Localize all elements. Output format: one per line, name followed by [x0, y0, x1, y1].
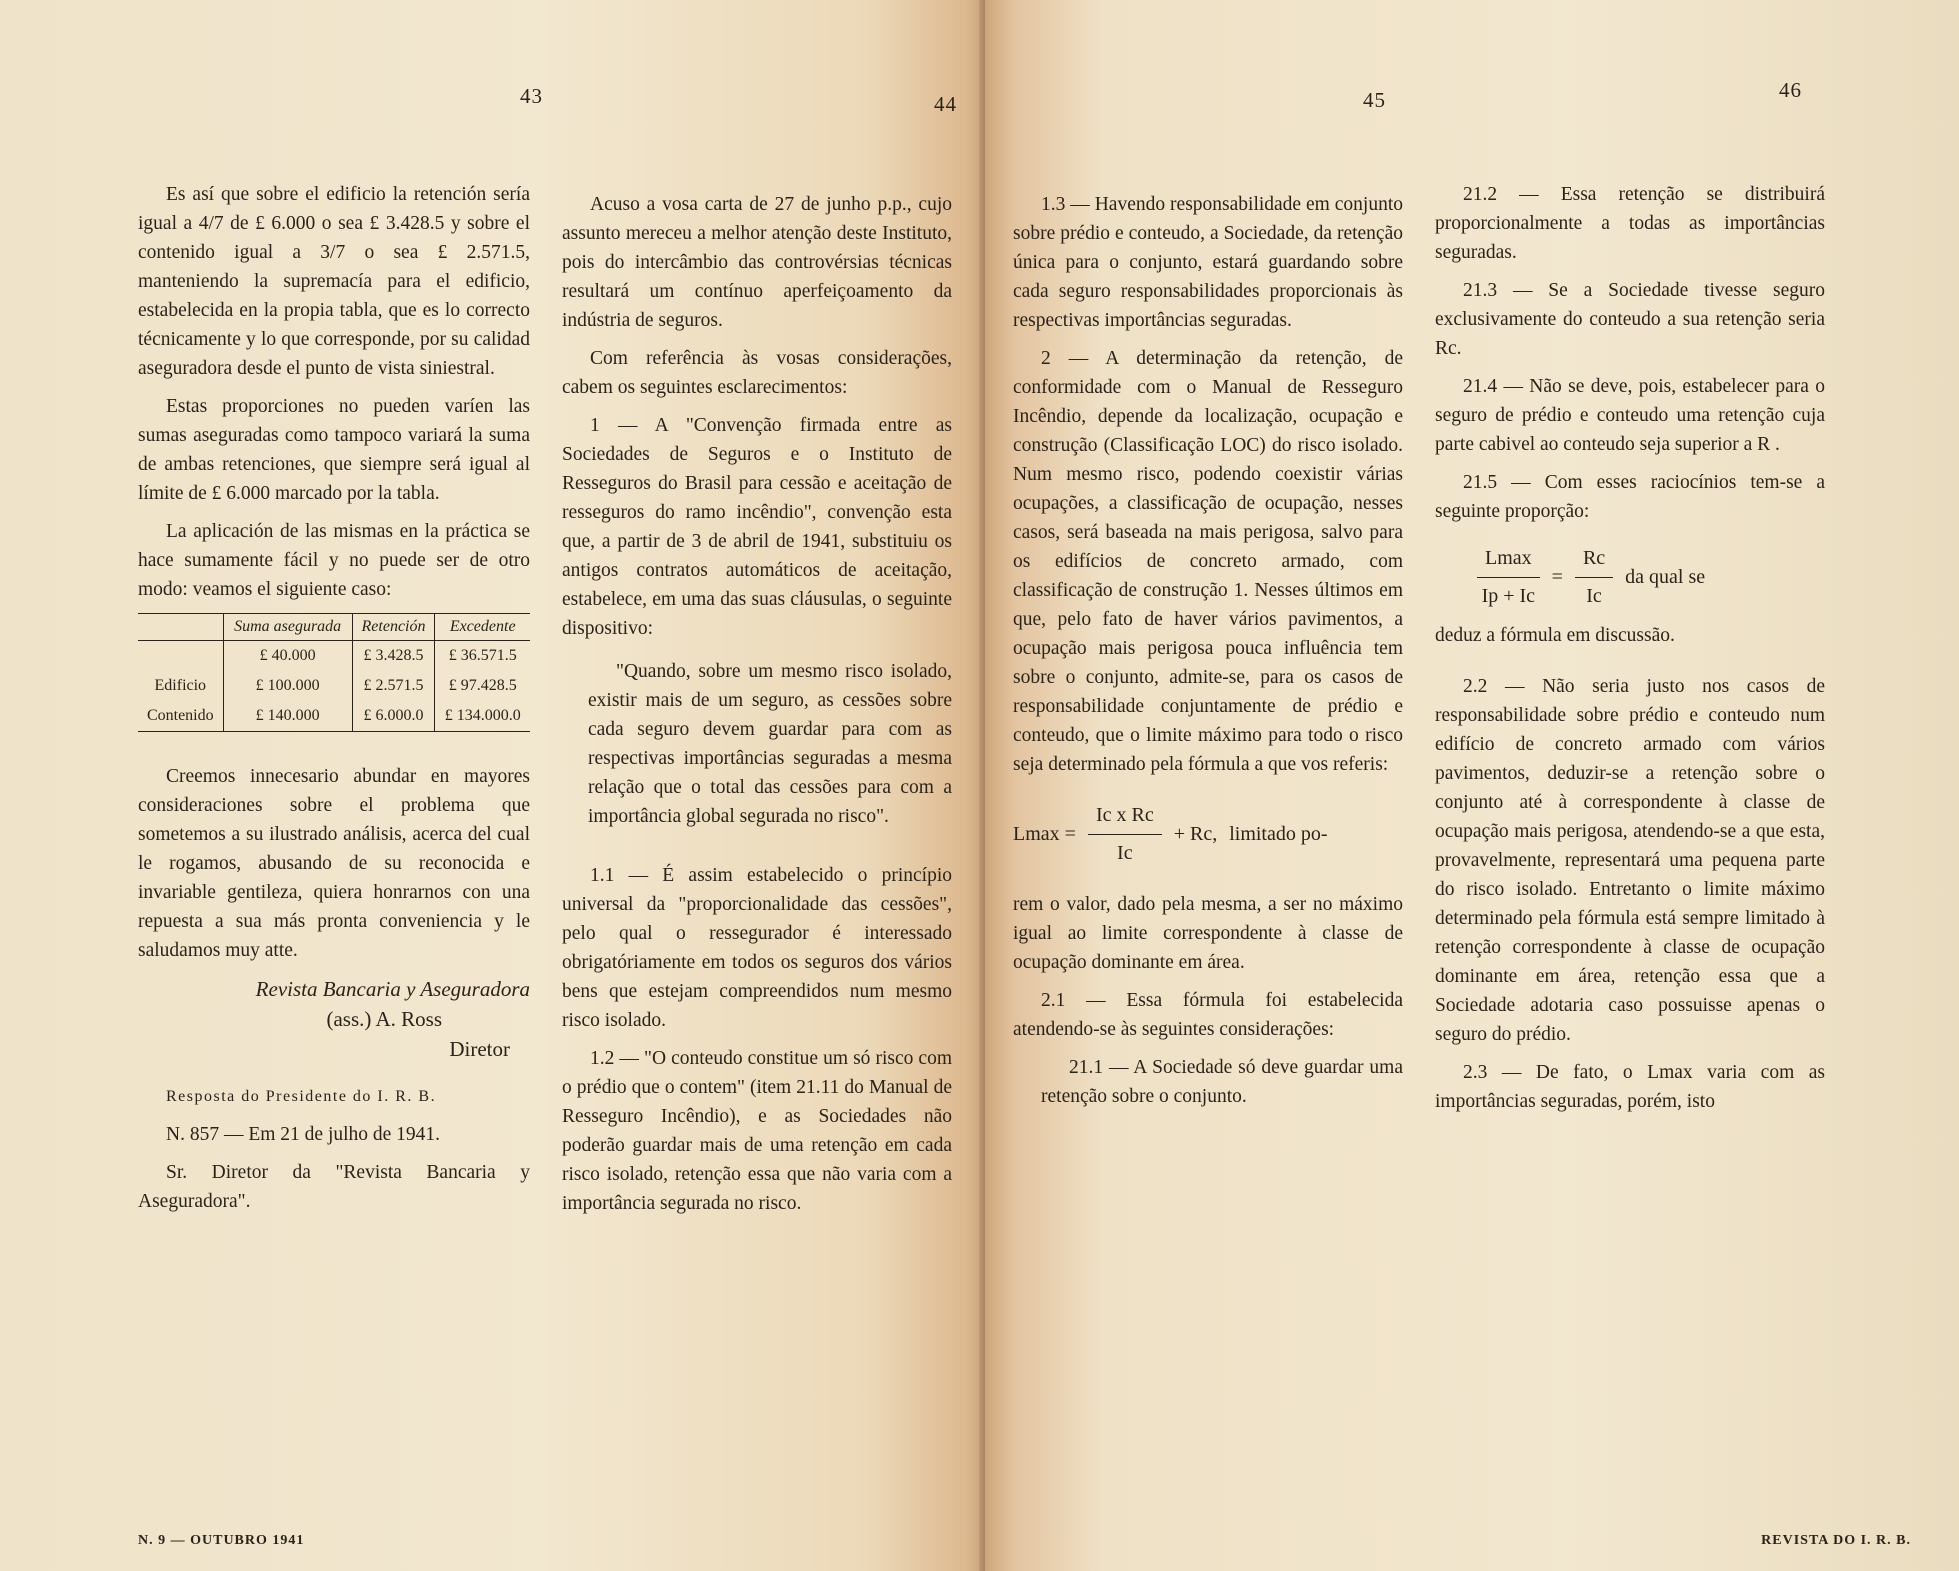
signature-signer: (ass.) A. Ross: [326, 1007, 442, 1031]
formula-numerator: Lmax: [1477, 544, 1540, 578]
formula-fraction-right: [1575, 544, 1613, 611]
paragraph: 21.1 — A Sociedade só deve guardar uma retenção sobre o conjunto.: [1041, 1057, 1403, 1107]
paragraph: deduz a fórmula em discussão.: [1435, 625, 1675, 646]
paragraph: La aplicación de las mismas en la práctica se hace sumamente fácil y no puede ser de otro modo: veamos el siguiente caso:: [138, 521, 530, 600]
paragraph: 1.2 — "O conteudo constitue um só risco com o prédio que o contem" (item 21.11 do Manual de Resseguro Incêndio), e as Sociedades não poderão guardar mais de uma retenção em cada risco isolado, retenção essa que não varia com a importância segurada no risco.: [562, 1048, 952, 1214]
formula-numerator: Rc: [1575, 544, 1613, 578]
table-row: [138, 671, 530, 701]
paragraph: 2.1 — Essa fórmula foi estabelecida atendendo-se às seguintes considerações:: [1013, 990, 1403, 1040]
page-44-column: [562, 190, 952, 1227]
table-cell: £ 36.571.5: [435, 641, 530, 672]
table-cell: £ 3.428.5: [352, 641, 435, 672]
formula-equals: =: [1551, 566, 1563, 588]
paragraph: 21.4 — Não se deve, pois, estabelecer para o seguro de prédio e conteudo uma retenção cuja parte cabivel ao conteudo seja superior a R .: [1435, 376, 1825, 455]
table-cell: [138, 641, 223, 672]
page-number-44: 44: [934, 92, 957, 116]
table-row: [138, 701, 530, 732]
lmax-formula: [1013, 801, 1403, 868]
paragraph: Acuso a vosa carta de 27 de junho p.p., cujo assunto mereceu a melhor atenção deste Instituto, pois do intercâmbio das controvérsias técnicas resultará um contínuo aperfeiçoamento da indústria de seguros.: [562, 194, 952, 331]
response-heading: Resposta do Presidente do I. R. B.: [166, 1088, 437, 1105]
paragraph: 1.1 — É assim estabelecido o princípio universal da "proporcionalidade das cessões", pelo qual o ressegurador é interessado obrigatóriamente em todos os seguros dos vários bens que estejam compreendidos num mesmo risco isolado.: [562, 865, 952, 1031]
table-cell: £ 140.000: [223, 701, 352, 732]
page-46-column: [1435, 180, 1825, 1125]
formula-numerator: Ic x Rc: [1088, 801, 1162, 835]
signature-publication: Revista Bancaria y Aseguradora: [255, 977, 530, 1001]
paragraph: 1 — A "Convenção firmada entre as Sociedades de Seguros e o Instituto de Resseguros do Brasil para cessão e aceitação de resseguros do ramo incêndio", convenção esta que, a partir de 3 de abril de 1941, substituiu os antigos contratos automáticos de aceitação, estabelece, em uma das suas cláusulas, o seguinte dispositivo:: [562, 415, 952, 639]
block-quote: "Quando, sobre um mesmo risco isolado, existir mais de um seguro, as cessões sobre cada seguro devem guardar para com as respectivas importâncias seguradas a mesma relação que o total das cessões para com a importância global segurada no risco".: [588, 661, 952, 827]
retention-table: [138, 613, 530, 732]
table-cell: £ 6.000.0: [352, 701, 435, 732]
paragraph: Es así que sobre el edificio la retención sería igual a 4/7 de £ 6.000 o sea £ 3.428.5 y sobre el contenido igual a 3/7 o sea £ 2.571.5, manteniendo la supremacía para el edificio, estabelecida en la propia tabla, que es lo correcto técnicamente y lo que corresponde, por su calidad aseguradora desde el punto de vista siniestral.: [138, 184, 530, 379]
table-header: [138, 614, 223, 641]
paragraph: Sr. Diretor da "Revista Bancaria y Aseguradora".: [138, 1162, 530, 1212]
table-cell: £ 97.428.5: [435, 671, 530, 701]
table-cell: £ 40.000: [223, 641, 352, 672]
page-number-45: 45: [1363, 88, 1386, 112]
page-43-column: [138, 180, 530, 1225]
paragraph: Creemos innecesario abundar en mayores consideraciones sobre el problema que sometemos a su ilustrado análisis, acerca del cual le rogamos, abusando de su reconocida e invariable gentileza, quiera honrarnos con una repuesta a sua más pronta conveniencia y le saludamos muy atte.: [138, 766, 530, 961]
footer-issue: N. 9 — OUTUBRO 1941: [138, 1533, 305, 1548]
table-header-row: [138, 614, 530, 641]
table-header: Excedente: [435, 614, 530, 641]
paragraph: 21.5 — Com esses raciocínios tem-se a seguinte proporção:: [1435, 472, 1825, 522]
formula-fraction-left: [1477, 544, 1540, 611]
page-number-43: 43: [520, 84, 543, 108]
right-page: [985, 0, 1959, 1571]
formula-denominator: Ic: [1586, 585, 1602, 607]
formula-fraction: [1088, 801, 1162, 868]
paragraph: rem o valor, dado pela mesma, a ser no máximo igual ao limite correspondente à classe de ocupação dominante em área.: [1013, 894, 1403, 973]
formula-tail: limitado po-: [1229, 823, 1328, 845]
formula-lhs: Lmax =: [1013, 823, 1076, 845]
table-header: Suma asegurada: [223, 614, 352, 641]
signature-title: Diretor: [449, 1037, 510, 1061]
paragraph: N. 857 — Em 21 de julho de 1941.: [166, 1124, 441, 1145]
table-cell: Edificio: [154, 677, 207, 694]
footer-publication: REVISTA DO I. R. B.: [1761, 1533, 1911, 1548]
table-cell: £ 100.000: [223, 671, 352, 701]
table-cell: £ 2.571.5: [352, 671, 435, 701]
paragraph: Estas proporciones no pueden varíen las sumas aseguradas como tampoco variará la suma de ambas retenciones, que siempre será igual al límite de £ 6.000 marcado por la tabla.: [138, 396, 530, 504]
paragraph: 1.3 — Havendo responsabilidade em conjunto sobre prédio e conteudo, a Sociedade, da retenção única para o conjunto, estará guardando sobre cada seguro responsabilidades proporcionais às respectivas importâncias seguradas.: [1013, 194, 1403, 331]
paragraph: 2 — A determinação da retenção, de conformidade com o Manual de Resseguro Incêndio, depende da localização, ocupação e construção (Classificação LOC) do risco isolado. Num mesmo risco, podendo coexistir várias ocupações, a classificação de ocupação, nesses casos, será baseada na mais perigosa, salvo para os edifícios de concreto armado, com classificação de construção 1. Nesses últimos em que, pelo fato de haver vários pavimentos, a ocupação mais perigosa pouca influência tem sobre o conjunto, admite-se, para os casos de responsabilidade conjuntamente de prédio e conteudo, que o limite máximo para todo o risco seja determinado pela fórmula a que vos referis:: [1013, 348, 1403, 775]
page-number-46: 46: [1779, 78, 1802, 102]
formula-tail: da qual se: [1625, 566, 1706, 588]
paragraph: 21.3 — Se a Sociedade tivesse seguro exclusivamente do conteudo a sua retenção seria Rc.: [1435, 280, 1825, 359]
formula-denominator: Ip + Ic: [1481, 585, 1536, 607]
table-cell: £ 134.000.0: [435, 701, 530, 732]
page-45-column: [1013, 190, 1403, 1120]
paragraph: 2.2 — Não seria justo nos casos de responsabilidade sobre prédio e conteudo num edifício de concreto armado com vários pavimentos, deduzir-se a retenção sobre o conjunto até à correspondente à classe de ocupação mais perigosa, atendendo-se a que esta, provavelmente, representará uma pequena parte do risco isolado. Entretanto o limite máximo determinado pela fórmula está sempre limitado à retenção correspondente à classe de ocupação dominante em área, retenção essa que a Sociedade adotaria caso possuisse apenas o seguro do prédio.: [1435, 676, 1825, 1045]
table-header: Retención: [352, 614, 435, 641]
formula-plus-term: + Rc,: [1173, 823, 1218, 845]
table-cell: Contenido: [146, 707, 214, 724]
paragraph: 2.3 — De fato, o Lmax varia com as importâncias seguradas, porém, isto: [1435, 1062, 1825, 1112]
table-row: [138, 641, 530, 672]
formula-denominator: Ic: [1117, 842, 1133, 864]
paragraph: Com referência às vosas considerações, cabem os seguintes esclarecimentos:: [562, 348, 952, 398]
paragraph: 21.2 — Essa retenção se distribuirá proporcionalmente a todas as importâncias seguradas.: [1435, 184, 1825, 263]
proportion-formula: [1465, 544, 1825, 611]
